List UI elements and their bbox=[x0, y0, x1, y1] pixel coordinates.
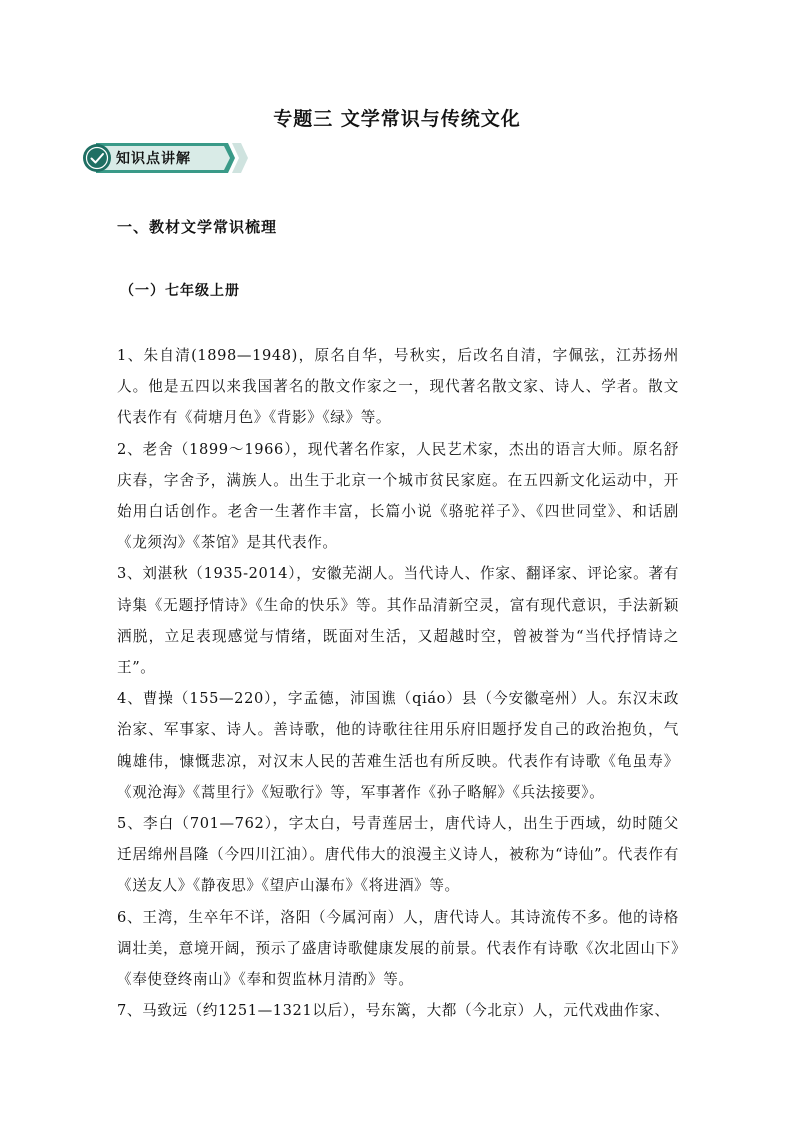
section-banner bbox=[82, 142, 248, 174]
paragraph: 5、李白（701—762），字太白，号青莲居士，唐代诗人，出生于西域，幼时随父迁居绵州昌隆（今四川江油）。唐代伟大的浪漫主义诗人，被称为“诗仙”。代表作有《送友人》《静夜思》《望庐山瀑布》《将进酒》等。 bbox=[117, 815, 679, 895]
section-heading: 一、教材文学常识梳理 bbox=[117, 218, 278, 236]
paragraph: 4、曹操（155—220），字孟德，沛国谯（qiáo）县（今安徽亳州）人。东汉末政治家、军事家、诗人。善诗歌，他的诗歌往往用乐府旧题抒发自己的政治抱负，气魄雄伟，慷慨悲凉，对汉末人民的苦难生活也有所反映。代表作有诗歌《龟虽寿》《观沧海》《蒿里行》《短歌行》等，军事著作《孙子略解》《兵法接要》。 bbox=[117, 690, 679, 801]
paragraph: 3、刘湛秋（1935-2014），安徽芜湖人。当代诗人、作家、翻译家、评论家。著有诗集《无题抒情诗》《生命的快乐》等。其作品清新空灵，富有现代意识，手法新颖洒脱，立足表现感觉与情绪，既面对生活，又超越时空，曾被誉为“当代抒情诗之王”。 bbox=[117, 565, 679, 677]
paragraph: 7、马致远（约1251—1321以后），号东篱，大都（今北京）人，元代戏曲作家、 bbox=[117, 1002, 670, 1020]
paragraph: 2、老舍（1899～1966），现代著名作家，人民艺术家，杰出的语言大师。原名舒庆春，字舍予，满族人。出生于北京一个城市贫民家庭。在五四新文化运动中，开始用白话创作。老舍一生著作丰富，长篇小说《骆驼祥子》、《四世同堂》、和话剧《龙须沟》《茶馆》是其代表作。 bbox=[117, 440, 679, 552]
subsection-heading: （一）七年级上册 bbox=[120, 283, 240, 299]
paragraph: 6、王湾，生卒年不详，洛阳（今属河南）人，唐代诗人。其诗流传不多。他的诗格调壮美，意境开阔，预示了盛唐诗歌健康发展的前景。代表作有诗歌《次北固山下》《奉使登终南山》《奉和贺监林月清酌》等。 bbox=[117, 908, 679, 989]
article-body bbox=[117, 340, 679, 1026]
banner-label: 知识点讲解 bbox=[116, 151, 191, 167]
checkmark-icon bbox=[82, 142, 112, 174]
page-title: 专题三 文学常识与传统文化 bbox=[273, 108, 521, 130]
paragraph: 1、朱自清(1898—1948)，原名自华，号秋实，后改名自清，字佩弦，江苏扬州人。他是五四以来我国著名的散文作家之一，现代著名散文家、诗人、学者。散文代表作有《荷塘月色》《背影》《绿》等。 bbox=[117, 347, 679, 427]
